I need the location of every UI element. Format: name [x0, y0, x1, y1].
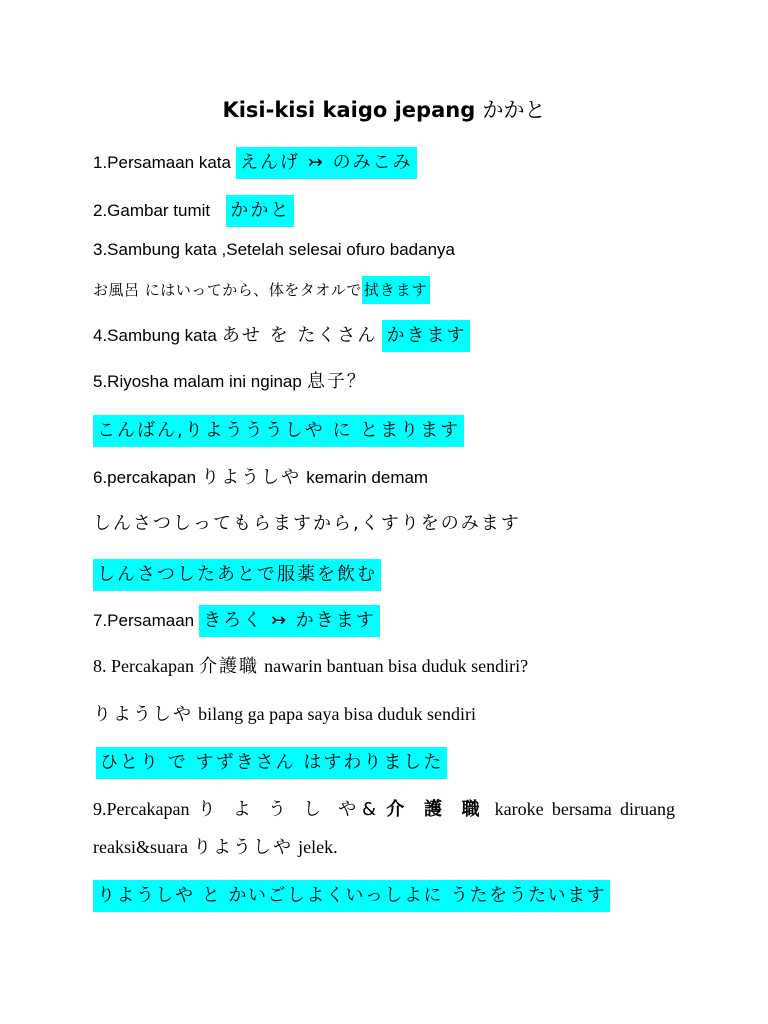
- item-6-speaker: りようしや: [201, 467, 302, 488]
- item-9-word-3: 介 護 職: [386, 799, 487, 820]
- item-9-speaker: りようしや: [193, 837, 294, 858]
- item-9-answer: りようしや と かいごしよくいっしよに うたをうたいます: [93, 880, 610, 912]
- item-6-answer: しんさつしたあとで服薬を飲む: [93, 559, 381, 591]
- item-9-answer-line: [93, 880, 610, 908]
- item-9-word-2: り よ う し や&: [197, 799, 379, 820]
- item-4-question: あせ を たくさん: [221, 325, 378, 346]
- item-2-label: 2.Gambar tumit: [93, 201, 211, 220]
- item-7-label: 7.Persamaan: [93, 611, 195, 630]
- item-8-label-end: nawarin bantuan bisa duduk sendiri?: [264, 656, 529, 676]
- item-6-label-end: kemarin demam: [306, 468, 429, 487]
- page-title: [0, 94, 768, 124]
- item-3-sentence: お風呂 にはいってから、体をタオルで: [93, 281, 362, 299]
- item-1-label: 1.Persamaan kata: [93, 153, 231, 172]
- item-7-answer: きろく ↣ かきます: [199, 605, 380, 637]
- item-5-answer: こんばん,りようううしや に とまります: [93, 415, 464, 447]
- item-9-word-6: diruang: [620, 799, 675, 819]
- item-6-answer-line: [93, 559, 381, 587]
- item-9: [93, 795, 675, 823]
- item-3-label: 3.Sambung kata ,Setelah selesai ofuro badanya: [93, 240, 455, 259]
- item-5: [93, 368, 367, 396]
- item-8-reply: bilang ga papa saya bisa duduk sendiri: [198, 704, 477, 724]
- item-4: [93, 320, 470, 348]
- item-6-label: 6.percakapan: [93, 468, 197, 487]
- item-8-speaker: 介護職: [199, 656, 260, 677]
- item-8-answer: ひとり で すずきさん はすわりました: [96, 747, 447, 779]
- item-4-label: 4.Sambung kata: [93, 326, 217, 345]
- item-7: [93, 605, 380, 633]
- item-5-answer-line: [93, 415, 464, 443]
- item-8-reply-speaker: りようしや: [93, 704, 193, 725]
- item-8-answer-line: [96, 747, 447, 775]
- item-3-sentence-line: [93, 276, 430, 304]
- item-9-line-2-end: jelek.: [298, 837, 338, 857]
- item-5-label: 5.Riyosha malam ini nginap: [93, 372, 302, 391]
- item-9-word-1: 9.Percakapan: [93, 799, 190, 819]
- item-2: [93, 195, 294, 223]
- item-3-answer: 拭きます: [362, 276, 430, 304]
- item-3: [93, 236, 455, 264]
- item-9-word-5: bersama: [551, 799, 612, 819]
- item-9-line-2-start: reaksi&suara: [93, 837, 188, 857]
- item-6: [93, 464, 428, 492]
- item-9-line-2: [93, 833, 338, 861]
- title-latin: Kisi-kisi kaigo jepang: [222, 98, 476, 122]
- item-8-label: 8. Percakapan: [93, 656, 194, 676]
- item-8: [93, 652, 528, 680]
- item-6-sentence-line: [93, 510, 521, 538]
- item-5-question: 息子？: [306, 371, 367, 392]
- item-6-sentence: しんさつしってもらますから,くすりをのみます: [93, 513, 521, 534]
- title-jp: かかと: [482, 98, 546, 122]
- item-2-answer: かかと: [226, 195, 294, 227]
- item-1: [93, 147, 417, 175]
- item-8-reply-line: [93, 700, 476, 728]
- item-1-answer: えんげ ↣ のみこみ: [236, 147, 417, 179]
- item-9-word-4: karoke: [494, 799, 544, 819]
- item-4-answer: かきます: [382, 320, 470, 352]
